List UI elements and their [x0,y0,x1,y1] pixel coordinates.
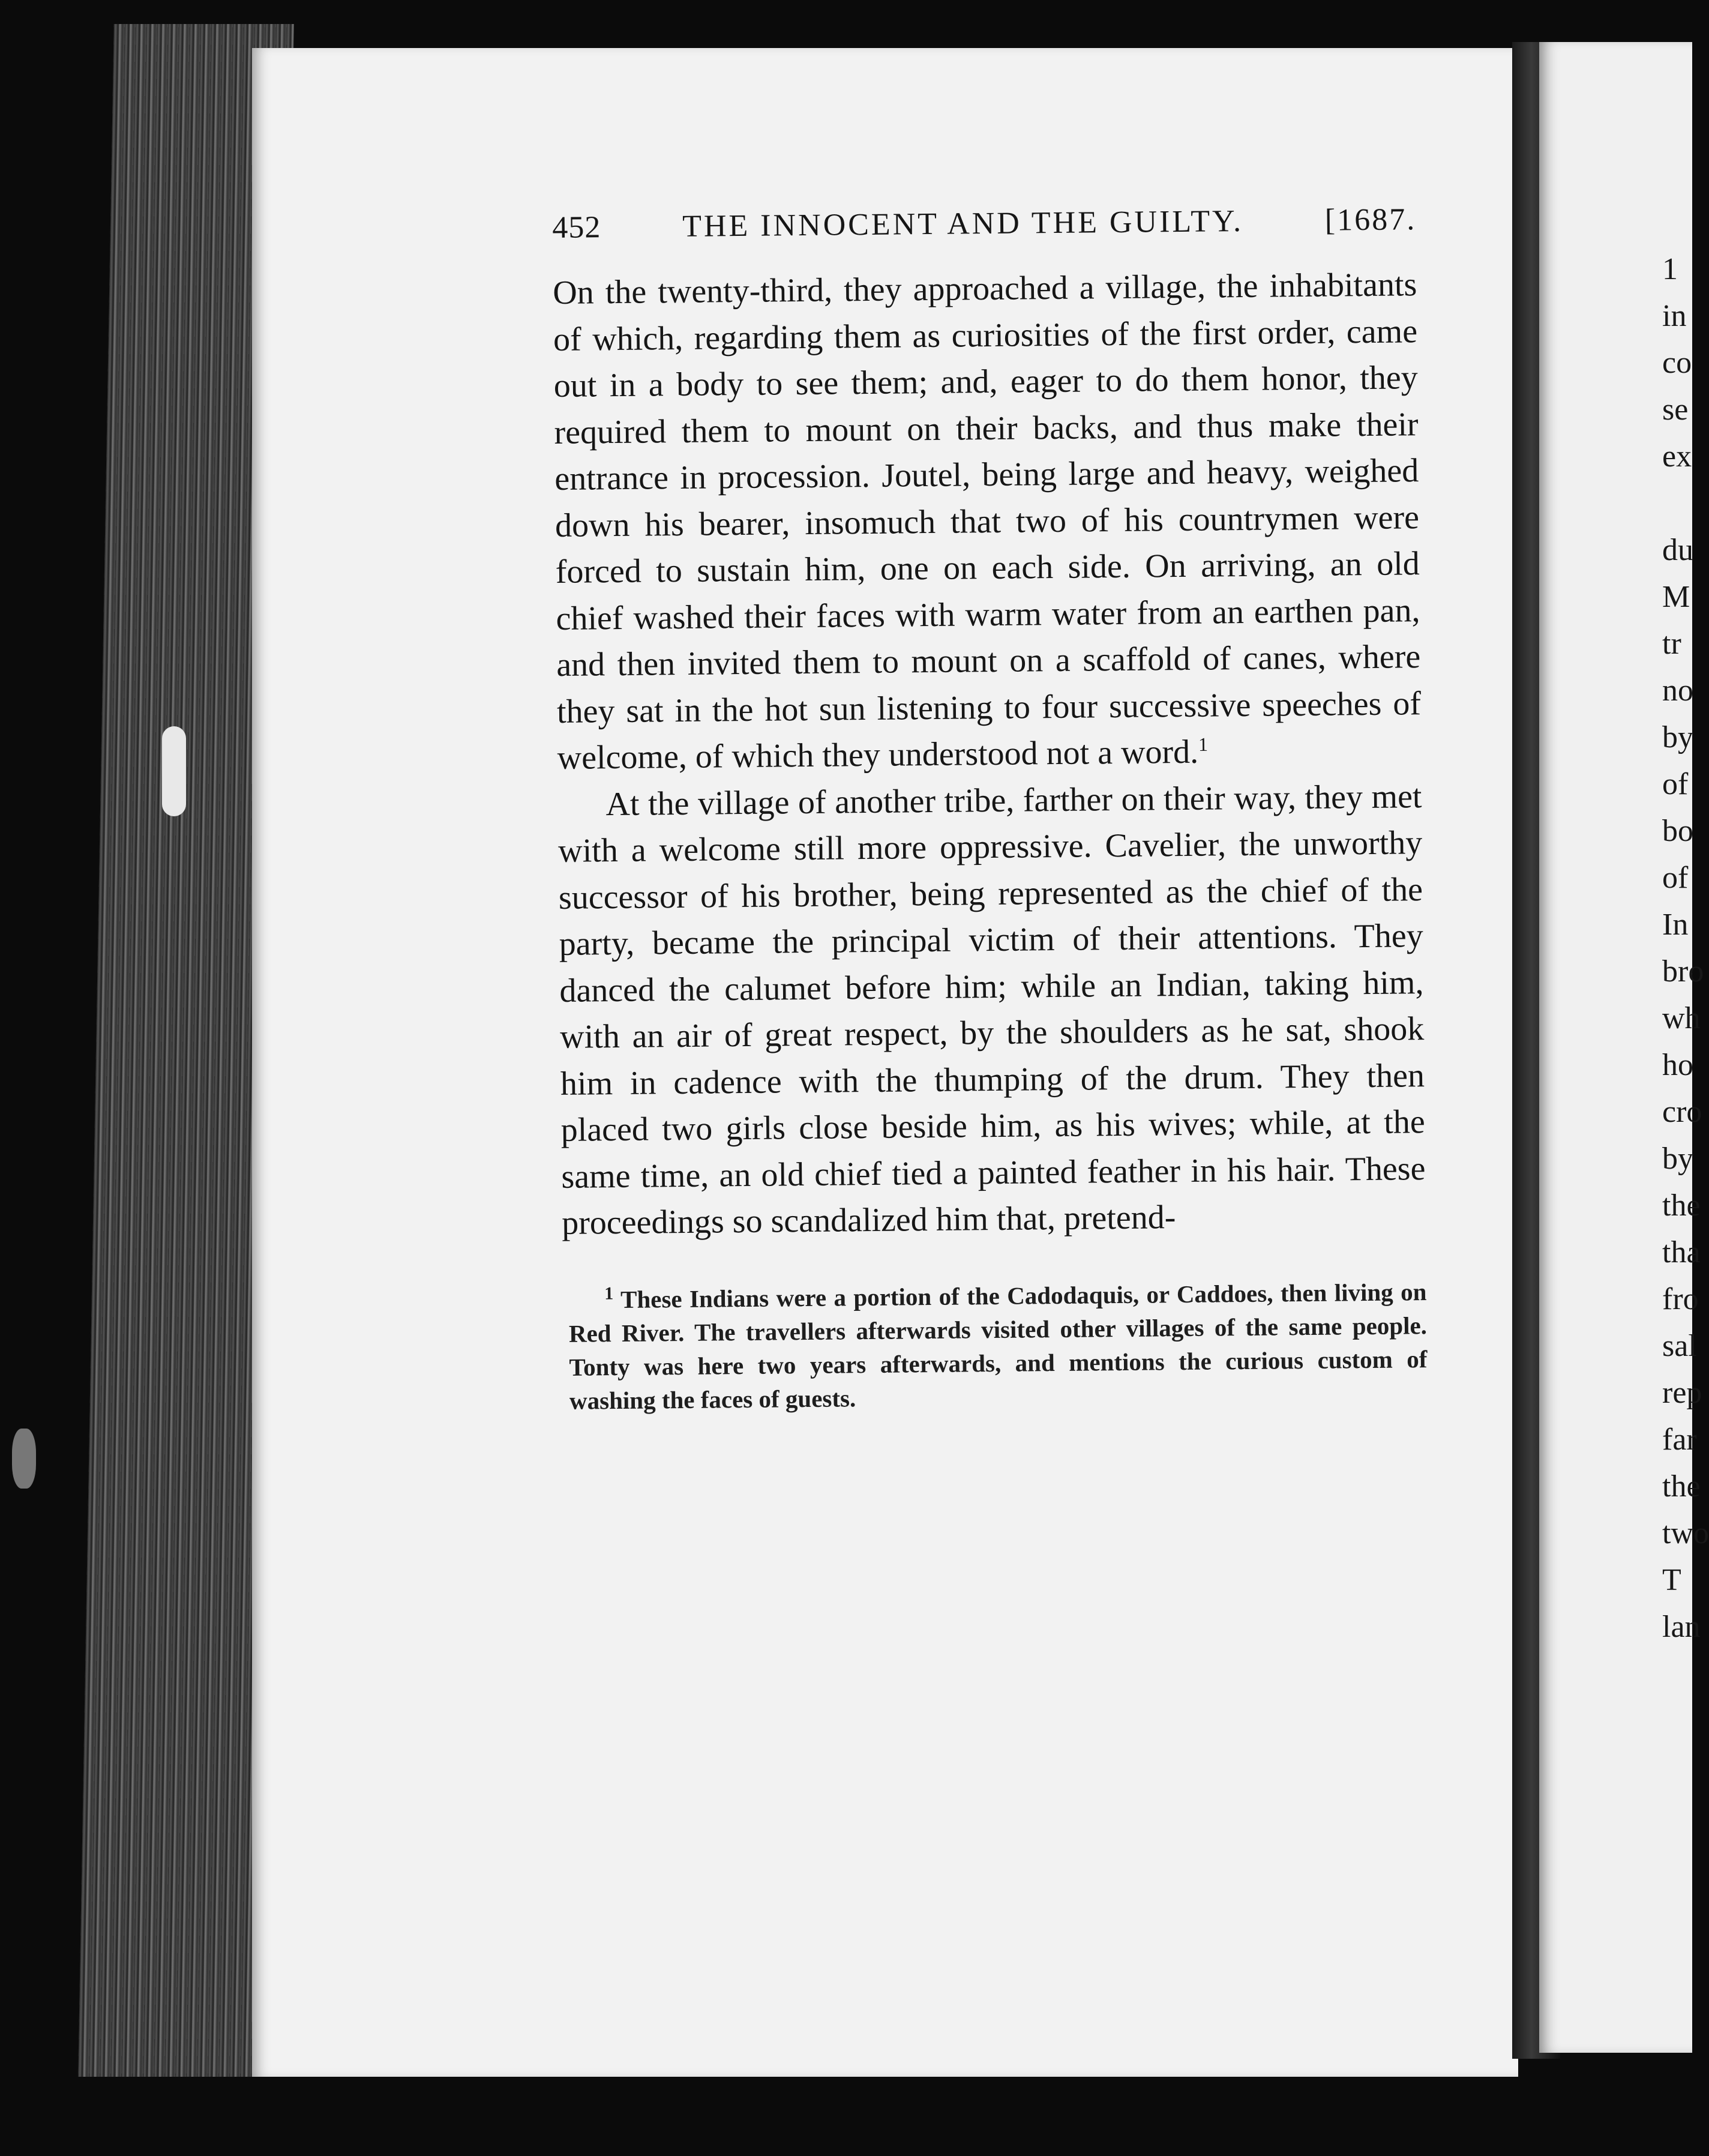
facing-page-fragment: no [1662,673,1693,708]
scan-speck [12,1429,36,1489]
footnote [562,1275,1428,1418]
facing-page-fragment: two [1662,1516,1709,1550]
facing-page-fragment: du [1662,533,1693,567]
facing-page-fragment: ho [1662,1048,1693,1082]
facing-page-text-fragments [1662,246,1709,1651]
facing-page-fragment: T [1662,1563,1681,1597]
facing-page-fragment: wh [1662,1001,1701,1035]
facing-page-fragment [1662,480,1709,527]
facing-page [1539,42,1709,2053]
facing-page-fragment: M [1662,580,1690,614]
facing-page-fragment: in [1662,299,1687,333]
facing-page-fragment: the [1662,1469,1701,1504]
facing-page-fragment: lan [1662,1610,1701,1644]
facing-page-fragment: tha [1662,1235,1701,1269]
facing-page-fragment: far [1662,1423,1697,1457]
body-text [553,262,1426,1247]
paragraph [557,774,1426,1247]
facing-page-fragment: the [1662,1188,1701,1223]
page-number: 452 [552,210,601,245]
footnote-text: These Indians were a portion of the Cadodaquis, or Caddoes, then living on Red River. The travellers afterwards visited other villages of the same people. Tonty was here two years afterwards, and mentions the curious custom of washing the faces of guests. [568,1277,1428,1415]
facing-page-fragment: cro [1662,1095,1702,1129]
facing-page-fragment: bo [1662,814,1693,848]
facing-page-fragment: by [1662,720,1693,754]
facing-page-fragment: ex [1662,439,1692,474]
page-blemish [162,726,186,816]
facing-page-fragment: bro [1662,954,1704,989]
facing-page-fragment: sal [1662,1329,1697,1363]
facing-page-fragment: of [1662,861,1689,895]
facing-page-fragment: by [1662,1142,1693,1176]
paragraph-text: On the twenty-third, they approached a village, the inhabitants of which, regarding them as curiosities of the first order, came out in a body to see them; and, eager to do them honor, they required them to mount on their backs, and thus make their entrance in procession. Joutel, being large and heavy, weighed down his bearer, insomuch that two of his countrymen were forced to sustain him, one on each side. On arriving, an old chief washed their faces with warm water from an earthen pan, and then invited them to mount on a scaffold of canes, where they sat in the hot sun listening to four successive speeches of welcome, of which they understood not a word. [553,266,1422,777]
facing-page-fragment: co [1662,346,1692,380]
facing-page-fragment: se [1662,393,1689,427]
paragraph [553,262,1422,781]
footnote-reference: 1 [1198,733,1209,756]
facing-page-fragment: of [1662,767,1689,801]
running-title: THE INNOCENT AND THE GUILTY. [682,203,1244,244]
facing-page-fragment: In [1662,908,1689,942]
facing-page-fragment: fro [1662,1282,1699,1316]
year-marker: [1687. [1324,202,1417,238]
facing-page-fragment: rep [1662,1376,1702,1410]
page-content [552,202,1428,1417]
running-header [552,202,1417,270]
facing-page-fragment: 1 [1662,252,1678,286]
footnote-mark: 1 [604,1283,614,1304]
paragraph-text: At the village of another tribe, farther on their way, they met with a welcome still more oppressive. Cavelier, the unworthy successor of his brother, being represented as the chief of the party, became the principal victim of their attentions. They danced the calumet before him; while an Indian, taking him, with an air of great respect, by the shoulders as he sat, shook him in cadence with the thumping of the drum. They then placed two girls close beside him, as his wives; while, at the same time, an old chief tied a painted feather in his hair. These proceedings so scandalized him that, pretend- [557,777,1426,1242]
facing-page-fragment: tr [1662,627,1681,661]
